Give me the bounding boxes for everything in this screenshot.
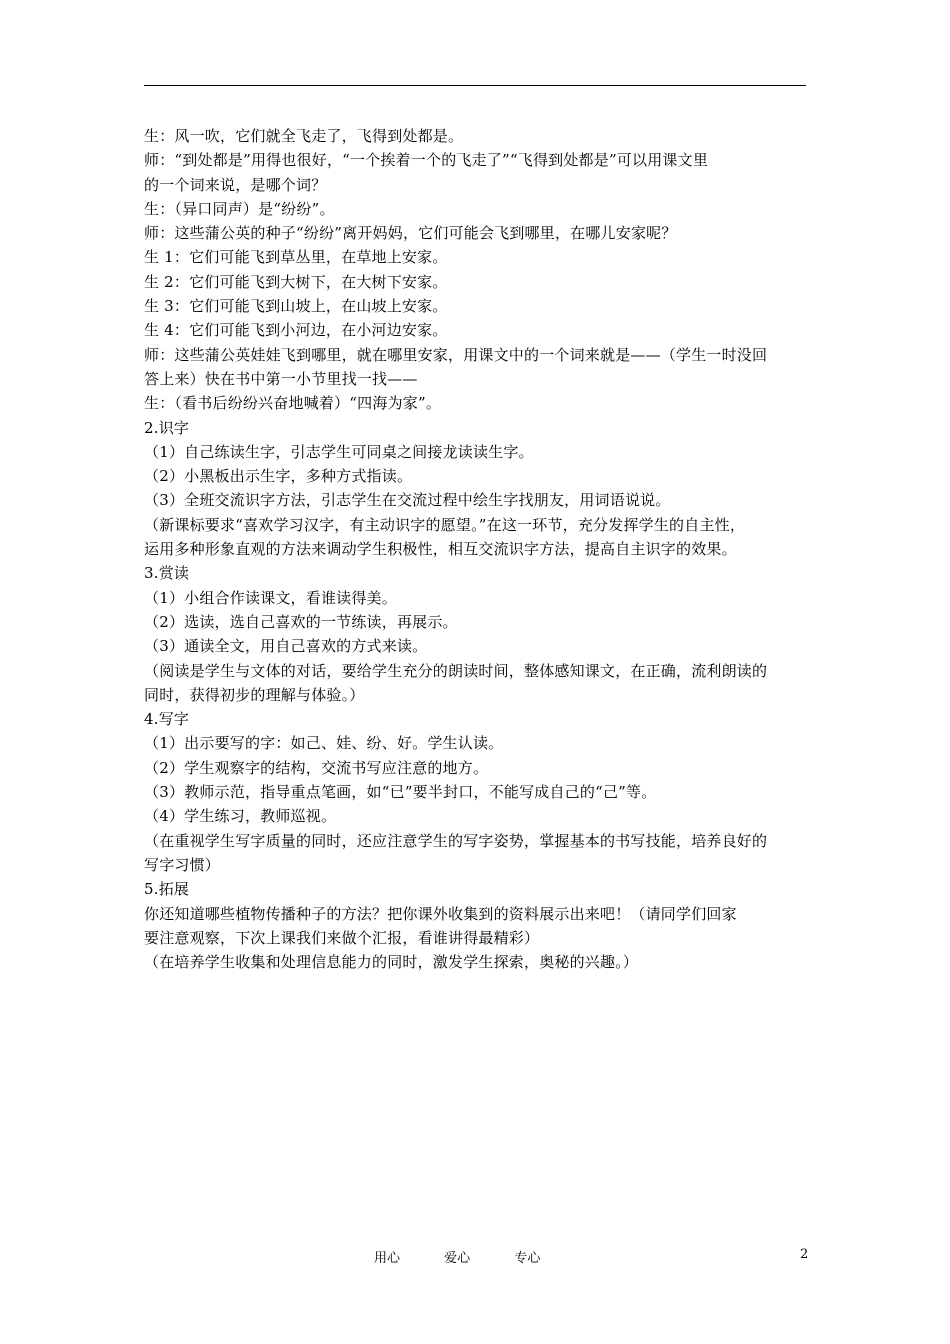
text-line: 答上来）快在书中第一小节里找一找—— (144, 369, 418, 388)
text-line: 师：这些蒲公英娃娃飞到哪里，就在哪里安家，用课文中的一个词来就是——（学生一时没回 (144, 345, 768, 364)
page-number: 2 (800, 1247, 809, 1262)
text-line: 你还知道哪些植物传播种子的方法？把你课外收集到的资料展示出来吧！（请同学们回家 (144, 904, 737, 923)
text-line: （新课标要求“喜欢学习汉字，有主动识字的愿望。”在这一环节，充分发挥学生的自主性， (144, 515, 746, 534)
section-heading: 2.识字 (144, 418, 190, 437)
text-line: 生：（异口同声）是“纷纷”。 (144, 199, 335, 218)
text-line: （在重视学生写字质量的同时，还应注意学生的写字姿势，掌握基本的书写技能，培养良好的 (144, 831, 768, 850)
section-heading: 3.赏读 (144, 564, 190, 583)
body-text (144, 124, 808, 974)
text-line: （1）出示要写的字：如己、娃、纷、好。学生认读。 (144, 734, 504, 753)
text-line: 生 2：它们可能飞到大树下，在大树下安家。 (144, 272, 448, 291)
text-line: 同时，获得初步的理解与体验。） (144, 685, 365, 704)
text-line: 生 1：它们可能飞到草丛里，在草地上安家。 (144, 248, 448, 267)
text-line: 写字习惯） (144, 855, 221, 874)
text-line: （2）小黑板出示生字，多种方式指读。 (144, 467, 413, 486)
text-line: 要注意观察，下次上课我们来做个汇报，看谁讲得最精彩） (144, 928, 540, 947)
text-line: 运用多种形象直观的方法来调动学生积极性，相互交流识字方法，提高自主识字的效果。 (144, 540, 737, 559)
section-heading: 4.写字 (144, 710, 190, 729)
text-line: （1）自己练读生字，引志学生可同桌之间接龙读读生字。 (144, 442, 534, 461)
footer-motto-word: 专心 (514, 1251, 541, 1266)
text-line: 生 3：它们可能飞到山坡上，在山坡上安家。 (144, 297, 448, 316)
text-line: 师：“到处都是”用得也很好，“一个挨着一个的飞走了”“飞得到处都是”可以用课文里 (144, 151, 709, 170)
text-line: （3）教师示范，指导重点笔画，如“已”要半封口，不能写成自己的“己”等。 (144, 783, 657, 802)
text-line: 生：（看书后纷纷兴奋地喊着）“四海为家”。 (144, 394, 442, 413)
text-line: （3）全班交流识字方法，引志学生在交流过程中绘生字找朋友，用词语说说。 (144, 491, 671, 510)
footer-motto (374, 1247, 580, 1266)
text-line: （在培养学生收集和处理信息能力的同时，激发学生探索，奥秘的兴趣。） (144, 953, 639, 972)
footer-motto-word: 爱心 (444, 1251, 471, 1266)
text-line: （3）通读全文，用自己喜欢的方式来读。 (144, 637, 428, 656)
text-line: （1）小组合作读课文，看谁读得美。 (144, 588, 397, 607)
text-line: 生：风一吹，它们就全飞走了，飞得到处都是。 (144, 127, 464, 145)
header-rule (144, 85, 806, 86)
text-line: （2）学生观察字的结构，交流书写应注意的地方。 (144, 758, 489, 777)
section-heading: 5.拓展 (144, 880, 190, 899)
text-line: （2）选读，选自己喜欢的一节练读，再展示。 (144, 612, 458, 631)
footer-motto-word: 用心 (374, 1251, 401, 1266)
text-line: （4）学生练习，教师巡视。 (144, 807, 337, 826)
text-line: 生 4：它们可能飞到小河边，在小河边安家。 (144, 321, 448, 340)
text-line: 的一个词来说，是哪个词？ (144, 175, 327, 194)
text-line: （阅读是学生与文体的对话，要给学生充分的朗读时间，整体感知课文，在正确，流利朗读的 (144, 661, 768, 680)
text-line: 师：这些蒲公英的种子“纷纷”离开妈妈，它们可能会飞到哪里，在哪儿安家呢？ (144, 224, 677, 243)
